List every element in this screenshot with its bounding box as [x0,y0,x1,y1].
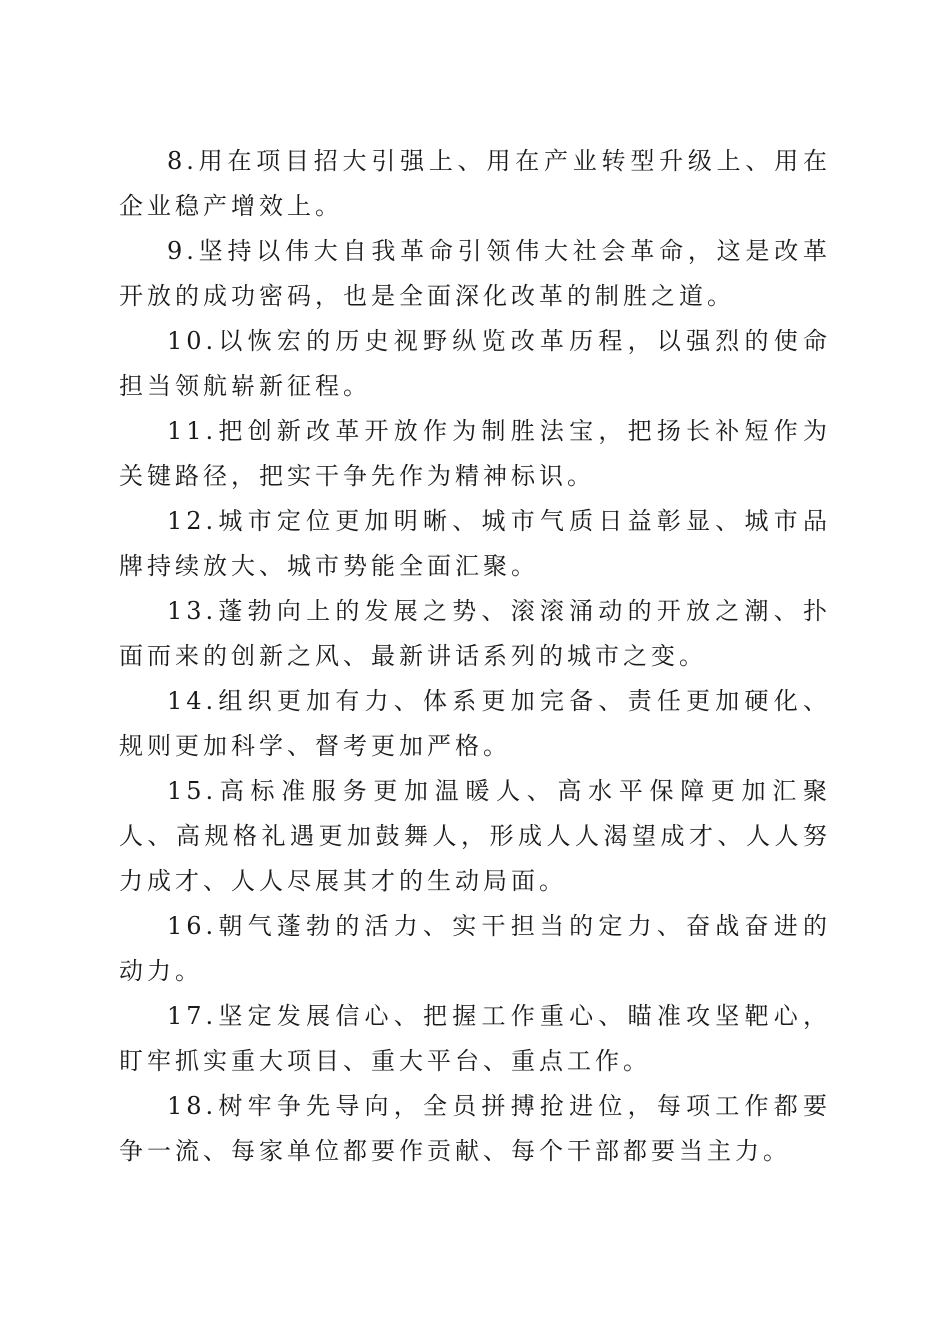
list-item-13: 13.蓬勃向上的发展之势、滚滚涌动的开放之潮、扑面而来的创新之风、最新讲话系列的城市之变。 [119,597,831,670]
list-item-8: 8.用在项目招大引强上、用在产业转型升级上、用在企业稳产增效上。 [119,147,831,220]
list-item-11: 11.把创新改革开放作为制胜法宝，把扬长补短作为关键路径，把实干争先作为精神标识。 [119,417,831,490]
document-page [119,139,831,1174]
list-item-16: 16.朝气蓬勃的活力、实干担当的定力、奋战奋进的动力。 [119,912,831,985]
list-item-14: 14.组织更加有力、体系更加完备、责任更加硬化、规则更加科学、督考更加严格。 [119,687,831,760]
list-item-12: 12.城市定位更加明晰、城市气质日益彰显、城市品牌持续放大、城市势能全面汇聚。 [119,507,831,580]
list-item-10: 10.以恢宏的历史视野纵览改革历程，以强烈的使命担当领航崭新征程。 [119,327,831,400]
list-item-18: 18.树牢争先导向，全员拼搏抢进位，每项工作都要争一流、每家单位都要作贡献、每个干部都要当主力。 [119,1092,831,1165]
list-item-9: 9.坚持以伟大自我革命引领伟大社会革命，这是改革开放的成功密码，也是全面深化改革的制胜之道。 [119,237,831,310]
list-item-17: 17.坚定发展信心、把握工作重心、瞄准攻坚靶心，盯牢抓实重大项目、重大平台、重点工作。 [119,1002,831,1075]
list-item-15: 15.高标准服务更加温暖人、高水平保障更加汇聚人、高规格礼遇更加鼓舞人，形成人人渴望成才、人人努力成才、人人尽展其才的生动局面。 [119,777,831,895]
